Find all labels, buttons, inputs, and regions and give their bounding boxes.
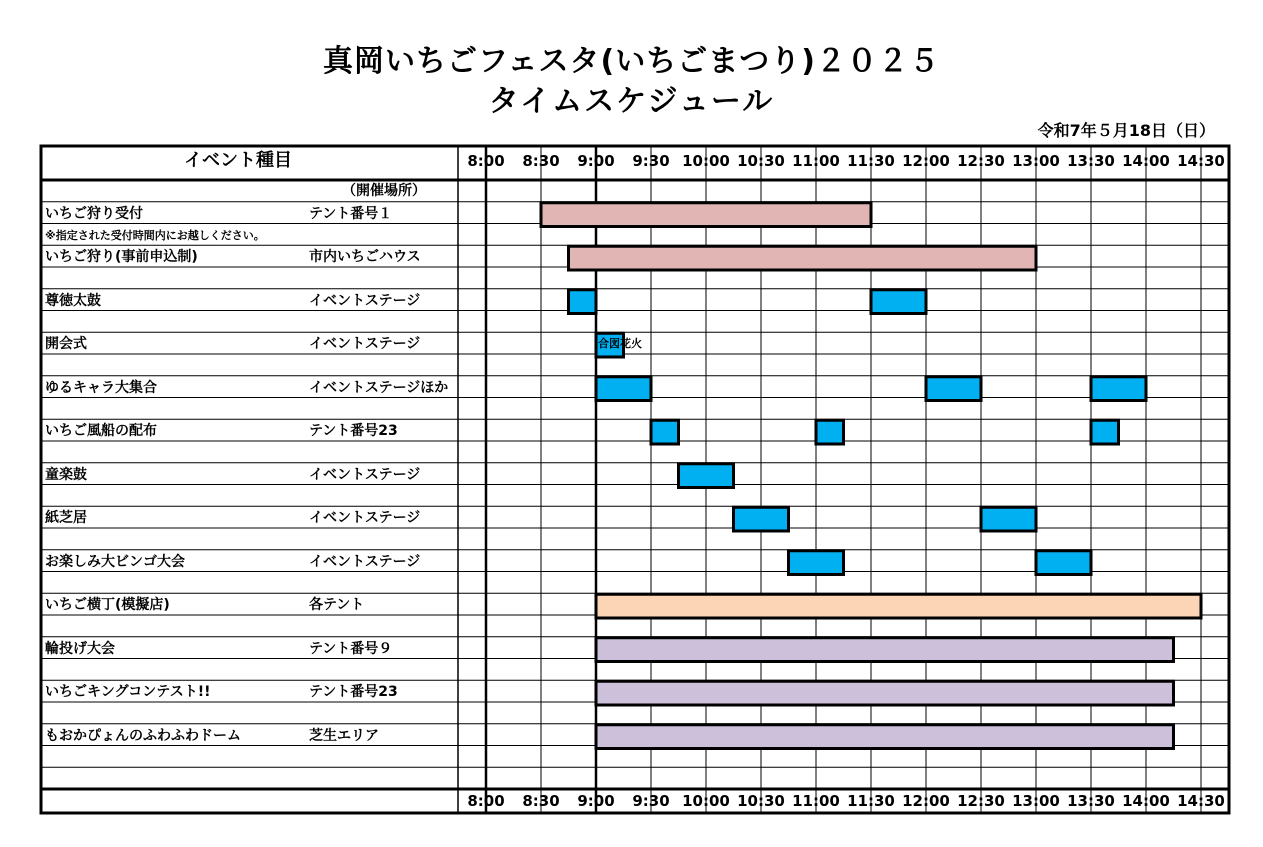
header-event-type: イベント種目	[184, 150, 292, 171]
time-tick-top: 13:00	[1012, 152, 1060, 170]
time-tick-bottom: 12:00	[902, 792, 950, 810]
event-venue: 各テント	[309, 597, 365, 614]
event-venue: イベントステージ	[309, 292, 421, 309]
time-tick-top: 14:30	[1177, 152, 1225, 170]
time-tick-bottom: 11:30	[847, 792, 895, 810]
schedule-bar	[1091, 377, 1146, 401]
time-tick-bottom: 14:30	[1177, 792, 1225, 810]
time-tick-top: 11:30	[847, 152, 895, 170]
event-venue: イベントステージ	[309, 553, 421, 570]
time-tick-top: 11:00	[792, 152, 840, 170]
event-venue: イベントステージ	[309, 510, 421, 527]
event-venue: テント番号９	[309, 640, 393, 657]
time-tick-top: 10:30	[737, 152, 785, 170]
schedule-bar	[596, 681, 1174, 705]
time-tick-top: 10:00	[682, 152, 730, 170]
schedule-bar	[596, 725, 1174, 749]
event-name: 輪投げ大会	[45, 640, 115, 657]
schedule-bar	[1036, 551, 1091, 575]
time-tick-top: 8:30	[522, 152, 560, 170]
event-venue: イベントステージ	[309, 466, 421, 483]
schedule-bar	[596, 638, 1174, 662]
event-name: 童楽鼓	[45, 466, 87, 483]
event-name: もおかぴょんのふわふわドーム	[45, 727, 241, 744]
event-name: いちご横丁(模擬店)	[45, 597, 170, 614]
time-tick-top: 9:30	[632, 152, 670, 170]
event-name: 尊徳太鼓	[45, 292, 101, 309]
event-venue: イベントステージほか	[309, 379, 449, 396]
schedule-bar	[816, 420, 844, 444]
event-venue: 芝生エリア	[309, 727, 379, 744]
time-tick-bottom: 12:30	[957, 792, 1005, 810]
reception-note: ※指定された受付時間内にお越しください。	[45, 228, 265, 242]
event-venue: 市内いちごハウス	[309, 249, 421, 266]
time-tick-top: 13:30	[1067, 152, 1115, 170]
schedule-bar	[596, 377, 651, 401]
time-tick-bottom: 9:00	[577, 792, 615, 810]
time-tick-bottom: 13:30	[1067, 792, 1115, 810]
fireworks-label: 合図花火	[598, 337, 642, 351]
event-date: 令和7年５月18日（日）	[1037, 121, 1215, 140]
schedule-bar	[1091, 420, 1119, 444]
time-tick-top: 14:00	[1122, 152, 1170, 170]
event-venue: テント番号23	[309, 684, 398, 701]
page-subtitle: タイムスケジュール	[488, 84, 775, 119]
schedule-bar	[871, 290, 926, 314]
schedule-bar	[679, 464, 734, 488]
event-name: お楽しみ大ビンゴ大会	[45, 553, 185, 570]
event-name: いちご狩り受付	[45, 205, 143, 222]
event-venue: テント番号１	[309, 205, 393, 222]
schedule-bar	[651, 420, 679, 444]
schedule-bar	[981, 507, 1036, 531]
time-tick-bottom: 9:30	[632, 792, 670, 810]
time-tick-bottom: 11:00	[792, 792, 840, 810]
event-venue: テント番号23	[309, 423, 398, 440]
header-venue-label: （開催場所）	[342, 183, 426, 199]
schedule-bar	[734, 507, 789, 531]
time-tick-top: 9:00	[577, 152, 615, 170]
event-name: 紙芝居	[45, 510, 87, 527]
schedule-bar	[569, 246, 1037, 270]
time-tick-top: 12:30	[957, 152, 1005, 170]
time-tick-bottom: 8:30	[522, 792, 560, 810]
schedule-bar	[541, 203, 871, 227]
time-tick-bottom: 8:00	[467, 792, 505, 810]
page-title: 真岡いちごフェスタ(いちごまつり)２０２５	[323, 44, 940, 79]
schedule-bar	[926, 377, 981, 401]
event-name: 開会式	[45, 336, 87, 353]
schedule-bar	[596, 594, 1201, 618]
event-name: いちご風船の配布	[45, 423, 157, 440]
time-tick-bottom: 10:30	[737, 792, 785, 810]
time-tick-bottom: 14:00	[1122, 792, 1170, 810]
event-name: ゆるキャラ大集合	[45, 379, 157, 396]
time-tick-top: 8:00	[467, 152, 505, 170]
time-tick-bottom: 13:00	[1012, 792, 1060, 810]
event-name: いちご狩り(事前申込制)	[45, 249, 198, 266]
event-name: いちごキングコンテスト!!	[45, 684, 211, 701]
time-tick-bottom: 10:00	[682, 792, 730, 810]
event-venue: イベントステージ	[309, 336, 421, 353]
schedule-bar	[789, 551, 844, 575]
schedule-bar	[569, 290, 597, 314]
time-tick-top: 12:00	[902, 152, 950, 170]
